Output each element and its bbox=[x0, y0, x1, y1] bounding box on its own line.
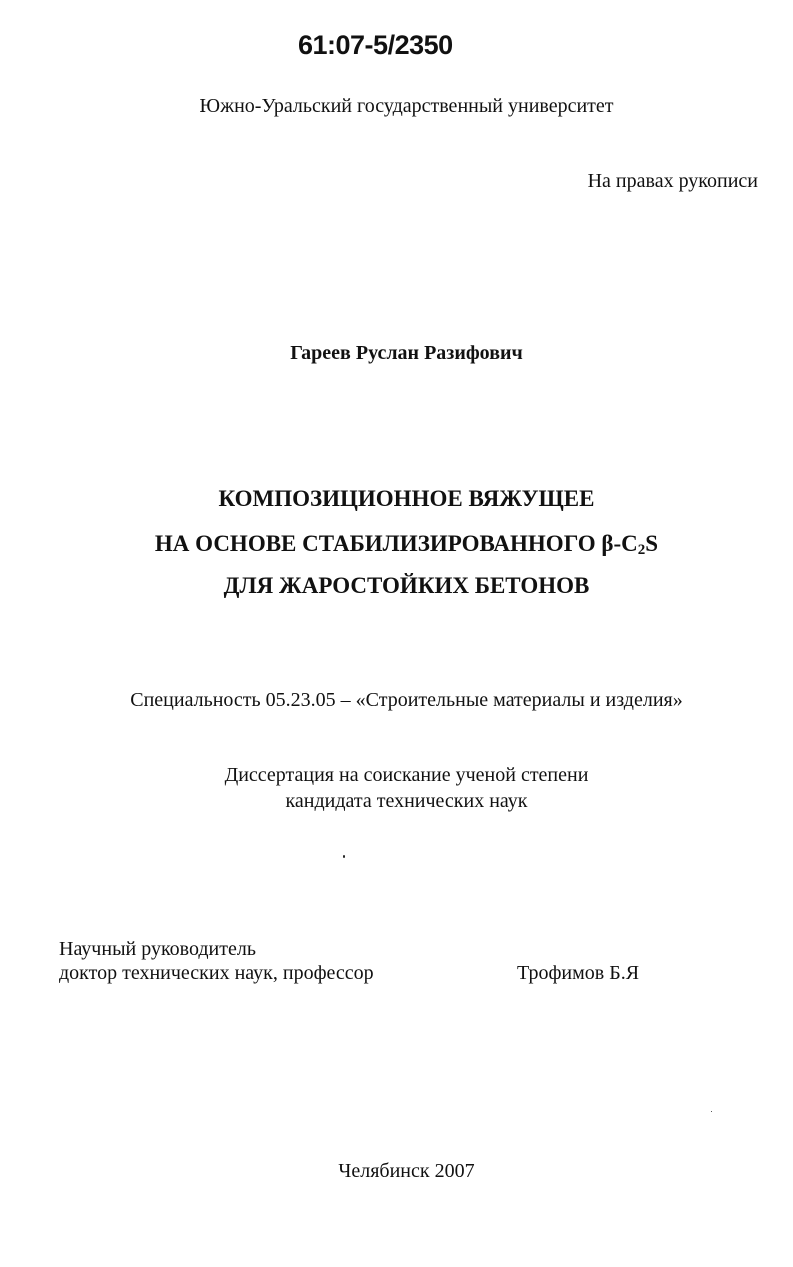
title-line-3: ДЛЯ ЖАРОСТОЙКИХ БЕТОНОВ bbox=[223, 573, 590, 598]
dissertation-line-2: кандидата технических наук bbox=[285, 790, 528, 812]
university-name: Южно-Уральский государственный университет bbox=[199, 95, 614, 117]
title-line-2-suffix: S bbox=[645, 531, 659, 556]
title-line-2-subscript: 2 bbox=[637, 542, 646, 558]
title-line-2 bbox=[0, 531, 793, 557]
scan-speck bbox=[343, 855, 345, 858]
city-year: Челябинск 2007 bbox=[338, 1160, 475, 1182]
title-line-2-prefix: НА ОСНОВЕ СТАБИЛИЗИРОВАННОГО β-С bbox=[154, 531, 638, 556]
author-name: Гареев Руслан Разифович bbox=[290, 342, 523, 364]
rights-note: На правах рукописи bbox=[587, 170, 758, 192]
supervisor-degree: доктор технических наук, профессор bbox=[59, 962, 374, 984]
specialty-line: Специальность 05.23.05 – «Строительные материалы и изделия» bbox=[130, 689, 683, 711]
catalog-code: 61:07-5/2350 bbox=[298, 30, 453, 60]
dissertation-line-1: Диссертация на соискание ученой степени bbox=[224, 764, 589, 786]
supervisor-name: Трофимов Б.Я bbox=[517, 962, 640, 984]
supervisor-role: Научный руководитель bbox=[59, 938, 256, 960]
scan-speck bbox=[711, 1111, 712, 1112]
title-line-1: КОМПОЗИЦИОННОЕ ВЯЖУЩЕЕ bbox=[218, 486, 595, 511]
